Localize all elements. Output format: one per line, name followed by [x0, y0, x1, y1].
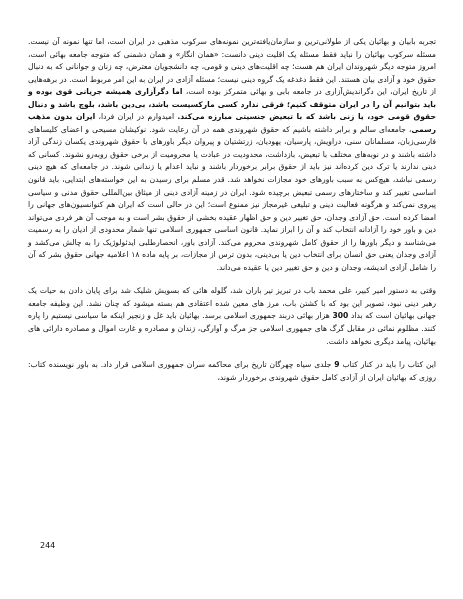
- page-number: 244: [40, 541, 56, 550]
- paragraph-1-text: تجربه بابیان و بهائیان یکی از طولانی‌ترین و سازمان‌یافته‌ترین نمونه‌های سرکوب مذهبی در ایران است، اما تنها نمونه آن نیست. مسئله سرکوب بهائیان را نباید فقط مسئله یک اقلیت دینی دانست: «همان انگار» و همان دشمنی که متوجه جامعه بهائی است، امروز متوجه دیگر شهروندان ایران هم هست؛ چه اقلیت‌های دینی و قومی، چه دانشجویان معترض، چه زنان و جوانانی که به دنبال حقوق خود و آزادی بیان هستند. این فقط دغدغه یک گروه دینی نیست؛ مسئله آزادی در ایران به این امر مربوط است. در برهه‌هایی از تاریخ ایران، این دگراندیش‌آزاری در جامعه بابی و بهائی متمرکز بوده است،: [28, 37, 436, 97]
- paragraph-1-text-3: ، جامعه‌ای سالم و برابر داشته باشیم که حقوق شهروندی همه در آن رعایت شود. نوکیشان مسیحی و اعضای کلیساهای فارسی‌زبان، مسلمانان سنی، دراویش، پارسیان، یهودیان، زرتشتیان و پیروان دیگر باورهای با حقوق شهروندی یکسان زندگی آزاد داشته باشند و در نوبه‌های مختلف با تبعیض، بازداشت، محدودیت در عبادت یا محرومیت از برخی حقوق روبه‌رو نشوند. کسانی که دینی ندارند یا ترک دین کرده‌اند نیز باید از حقوق برابر برخوردار باشند و نباید اعدام یا زندانی شوند. در جامعه‌ای که هیچ دینی رسمی نباشد، هیچ‌کس به سبب باورهای خود مجازات نخواهد شد. قدر مسلم برای رسیدن به این خواسته‌های ابتدایی، باید قانون اساسی تغییر کند و ساختارهای رسمی تبعیض برچیده شود. ایران در زمینه آزادی دینی از میثاق بین‌المللی حقوق مدنی و سیاسی پیروی نمی‌کند و هرگونه فعالیت دینی و تبلیغی غیرمجاز نیز ممنوع است؛ این در حالی است که ایران هم کنوانسیون‌های جهانی را امضا کرده است. حق آزادی وجدان، حق تغییر دین و حق اظهار عقیده بخشی از حقوق بشر است و به موجب آن هر فردی می‌تواند دین و باور خود را آزادانه انتخاب کند و آن را ابراز نماید. قانون اساسی جمهوری اسلامی تنها شمار محدودی از ادیان را به رسمیت می‌شناسد و دیگر باورها را از حقوق کامل شهروندی محروم می‌کند. آزادی باور، انحصارطلبی ایدئولوژیک را به چالش می‌کشد و آزادی وجدان یعنی حق انسان برای انتخاب دین یا بی‌دینی، بدون ترس از مجازات، بر پایه ماده ۱۸ اعلامیه جهانی حقوق بشر که آن را شامل آزادی اندیشه، وجدان و دین و حق تغییر دین یا عقیده می‌داند.: [28, 124, 436, 272]
- paragraph-1-emphasis: اما دگرآزاری همیشه جریانی قوی بوده و باید بتوانیم آن را در ایران متوقف کنیم؛ فرقی ندارد کسی مارکسیست باشد، بی‌دین باشد، بلوچ باشد و دنبال حقوق قومی خود، یا زنی باشد که با تبعیض جنسیتی مبارزه می‌کند.: [28, 87, 436, 122]
- paragraph-2: [28, 285, 436, 348]
- paragraph-2-text: وقتی به دستور امیر کبیر، علی محمد باب در تبریز تیر باران شد، گلوله هائی که بسویش شلیک شد برای پایان دادن به حیات یک رهبر دینی نبود، تصویر این بود که با کشتن باب، مرز های معین شده اعتقادی هم بسته میشود که چنان نشد. این وظیفه جامعه جهانی بهائیان است که بداد: [28, 286, 436, 321]
- paragraph-1-text-2: امیدوارم در ایران فردا،: [95, 112, 178, 122]
- paragraph-3-text-2: جلدی سیاه چهرگان تاریخ برای محاکمه سران جمهوری اسلامی قرار داد. به باور نویسنده کتاب: روزی که بهائیان ایران از آزادی کامل حقوق شهروندی برخوردار شوند،: [28, 360, 436, 382]
- paragraph-3-number: 9: [334, 360, 340, 370]
- paragraph-2-text-2: هزار بهائی دربند جمهوری اسلامی برسد. بهائیان باید غل و زنجیر اینکه ما سیاسی نیستیم را پاره کنند. مظلوم نمائی در مقابل گرگ های جمهوری اسلامی جز مرگ و آوارگی، زندان و مصادره و غارت اموال و مصادره دارائی های بهائیان، پیامد دیگری نخواهد داشت.: [28, 311, 436, 346]
- paragraph-1: [28, 36, 436, 274]
- paragraph-1-emphasis-2: ایران بدون مذهب رسمی: [28, 112, 436, 134]
- body-text: [28, 36, 436, 384]
- paragraph-2-number: 300: [332, 311, 349, 321]
- paragraph-3-text: این کتاب را باید در کنار کتاب: [339, 360, 436, 370]
- paragraph-3: [28, 359, 436, 384]
